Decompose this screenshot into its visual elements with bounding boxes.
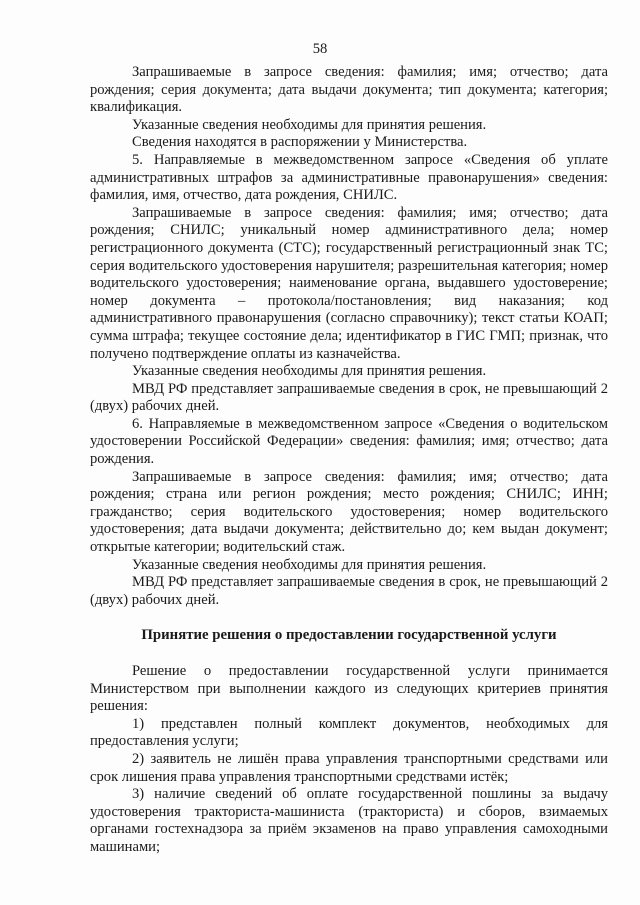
paragraph: МВД РФ представляет запрашиваемые сведения в срок, не превышающий 2 (двух) рабочих дней.	[90, 380, 608, 415]
paragraph: Сведения находятся в распоряжении у Министерства.	[132, 134, 468, 151]
paragraph: Запрашиваемые в запросе сведения: фамилия; имя; отчество; дата рождения; СНИЛС; уникальный номер административного дела; номер регистрационного документа (СТС); государственный регистрационный знак ТС; серия водительского удостоверения нарушителя; разрешительная категория; номер водительского удостоверения; наименование органа, выдавшего удостоверение; номер документа – протокола/постановления; вид наказания; код административного правонарушения (согласно справочнику); текст статьи КОАП; сумма штрафа; текущее состояние дела; идентификатор в ГИС ГМП; признак, что получено подтверждение оплаты из казначейства.	[90, 204, 608, 362]
paragraph: Решение о предоставлении государственной услуги принимается Министерством при выполнении каждого из следующих критериев принятия решения:	[90, 663, 608, 715]
paragraph: Указанные сведения необходимы для принятия решения.	[132, 363, 487, 380]
section-heading: Принятие решения о предоставлении государственной услуги	[141, 627, 557, 644]
paragraph: Запрашиваемые в запросе сведения: фамилия; имя; отчество; дата рождения; страна или регион рождения; место рождения; СНИЛС; ИНН; гражданство; серия водительского удостоверения; номер водительского удостоверения; дата выдачи документа; действительно до; кем выдан документ; открытые категории; водительский стаж.	[90, 468, 608, 556]
paragraph: 5. Направляемые в межведомственном запросе «Сведения об уплате административных штрафов за административные правонарушения» сведения: фамилия, имя, отчество, дата рождения, СНИЛС.	[90, 151, 608, 204]
paragraph: 3) наличие сведений об оплате государственной пошлины за выдачу удостоверения тракториста-машиниста (тракториста) и сборов, взимаемых органами гостехнадзора за приём экзаменов на право управления самоходными машинами;	[90, 786, 608, 855]
paragraph: Запрашиваемые в запросе сведения: фамилия; имя; отчество; дата рождения; серия документа; дата выдачи документа; тип документа; категория; квалификация.	[90, 64, 608, 116]
page-number: 58	[312, 41, 328, 57]
paragraph: Указанные сведения необходимы для принятия решения.	[132, 556, 487, 573]
paragraph: 6. Направляемые в межведомственном запросе «Сведения о водительском удостоверении Российской Федерации» сведения: фамилия; имя; отчество; дата рождения.	[90, 415, 608, 468]
paragraph: 1) представлен полный комплект документов, необходимых для предоставления услуги;	[90, 715, 608, 750]
paragraph: МВД РФ представляет запрашиваемые сведения в срок, не превышающий 2 (двух) рабочих дней.	[90, 574, 608, 608]
paragraph: Указанные сведения необходимы для принятия решения.	[132, 116, 487, 133]
page-content	[90, 64, 608, 857]
paragraph: 2) заявитель не лишён права управления транспортными средствами или срок лишения права управления транспортными средствами истёк;	[90, 750, 608, 785]
